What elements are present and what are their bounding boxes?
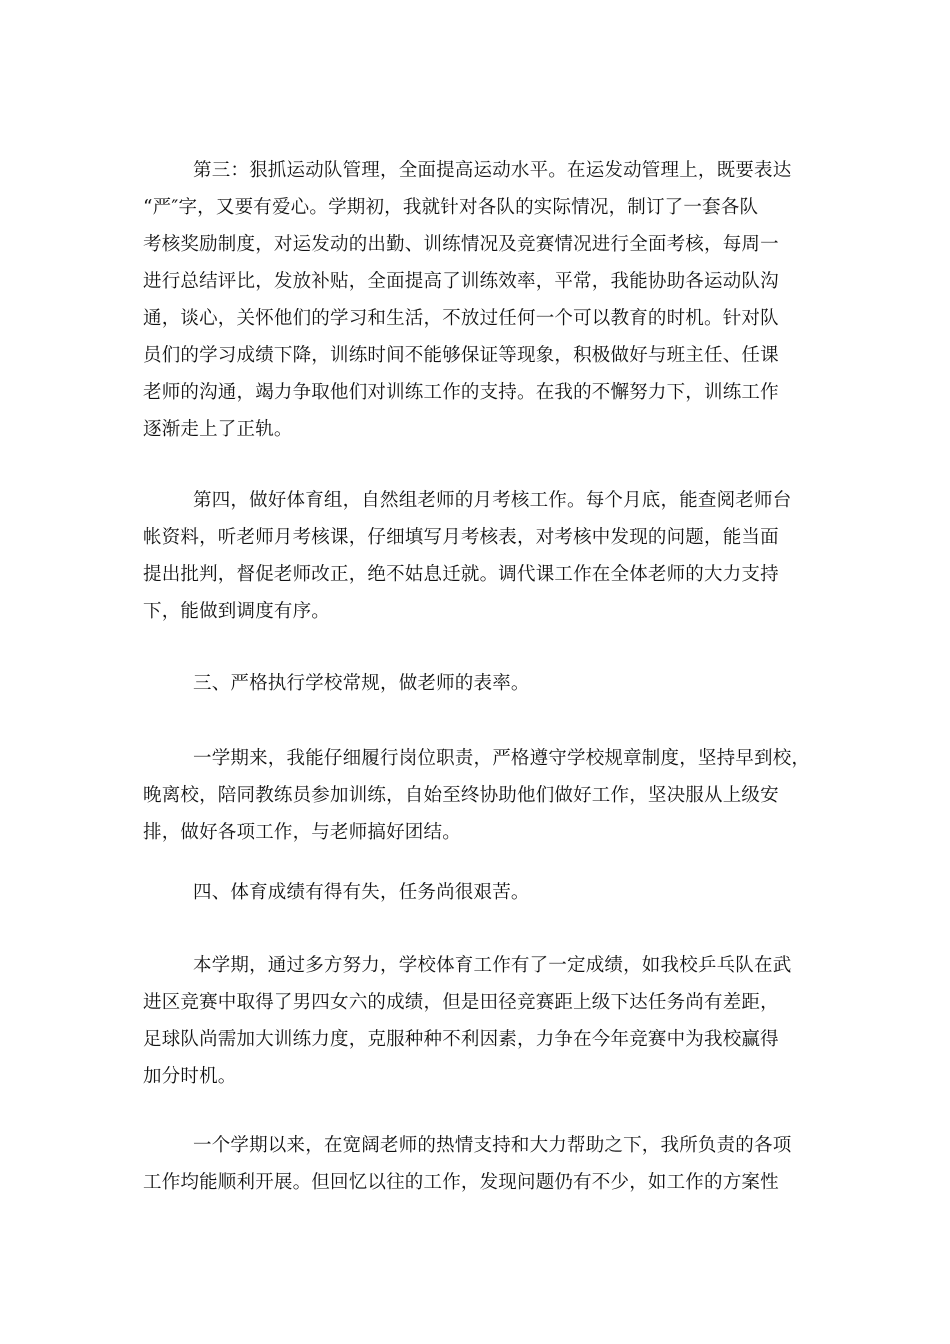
paragraph-sports-results	[143, 947, 811, 1095]
text-line: 晚离校，陪同教练员参加训练，自始至终协助他们做好工作，坚决服从上级安	[143, 785, 779, 806]
text-line: 一个学期以来，在宽阔老师的热情支持和大力帮助之下，我所负责的各项	[193, 1135, 792, 1156]
text-line: 本学期，通过多方努力，学校体育工作有了一定成绩，如我校乒乓队在武	[193, 955, 792, 976]
text-line: 帐资料，听老师月考核课，仔细填写月考核表，对考核中发现的问题，能当面	[143, 527, 779, 548]
text-line: 一学期来，我能仔细履行岗位职责，严格遵守学校规章制度，坚持早到校，	[193, 748, 811, 769]
paragraph-monthly-assessment	[143, 482, 811, 630]
section-heading: 三、严格执行学校常规，做老师的表率。	[193, 673, 530, 694]
text-line: 下，能做到调度有序。	[143, 601, 331, 622]
text-line: “严″字，又要有爱心。学期初，我就针对各队的实际情况，制订了一套各队	[143, 197, 759, 218]
text-line: 足球队尚需加大训练力度，克服种种不利因素，力争在今年竞赛中为我校赢得	[143, 1029, 779, 1050]
text-line: 第三：狠抓运动队管理，全面提高运动水平。在运发动管理上，既要表达	[193, 160, 792, 181]
paragraph-sports-team-management	[143, 152, 811, 448]
paragraph-semester-summary	[143, 1127, 811, 1201]
text-line: 加分时机。	[143, 1066, 237, 1087]
section-heading-three	[143, 665, 811, 702]
text-line: 员们的学习成绩下降，训练时间不能够保证等现象，积极做好与班主任、任课	[143, 345, 779, 366]
section-heading-four	[143, 874, 811, 911]
text-line: 进行总结评比，发放补贴，全面提高了训练效率，平常，我能协助各运动队沟	[143, 271, 779, 292]
text-line: 工作均能顺利开展。但回忆以往的工作，发现问题仍有不少，如工作的方案性	[143, 1172, 779, 1193]
text-line: 进区竞赛中取得了男四女六的成绩，但是田径竞赛距上级下达任务尚有差距，	[143, 992, 779, 1013]
paragraph-duties	[143, 740, 811, 851]
text-line: 排，做好各项工作，与老师搞好团结。	[143, 822, 461, 843]
text-line: 老师的沟通，竭力争取他们对训练工作的支持。在我的不懈努力下，训练工作	[143, 382, 779, 403]
text-line: 考核奖励制度，对运发动的出勤、训练情况及竞赛情况进行全面考核，每周一	[143, 234, 779, 255]
text-line: 第四，做好体育组，自然组老师的月考核工作。每个月底，能查阅老师台	[193, 490, 792, 511]
text-line: 提出批判，督促老师改正，绝不姑息迁就。调代课工作在全体老师的大力支持	[143, 564, 779, 585]
section-heading: 四、体育成绩有得有失，任务尚很艰苦。	[193, 882, 530, 903]
text-line: 逐渐走上了正轨。	[143, 419, 293, 440]
text-line: 通，谈心，关怀他们的学习和生活，不放过任何一个可以教育的时机。针对队	[143, 308, 779, 329]
